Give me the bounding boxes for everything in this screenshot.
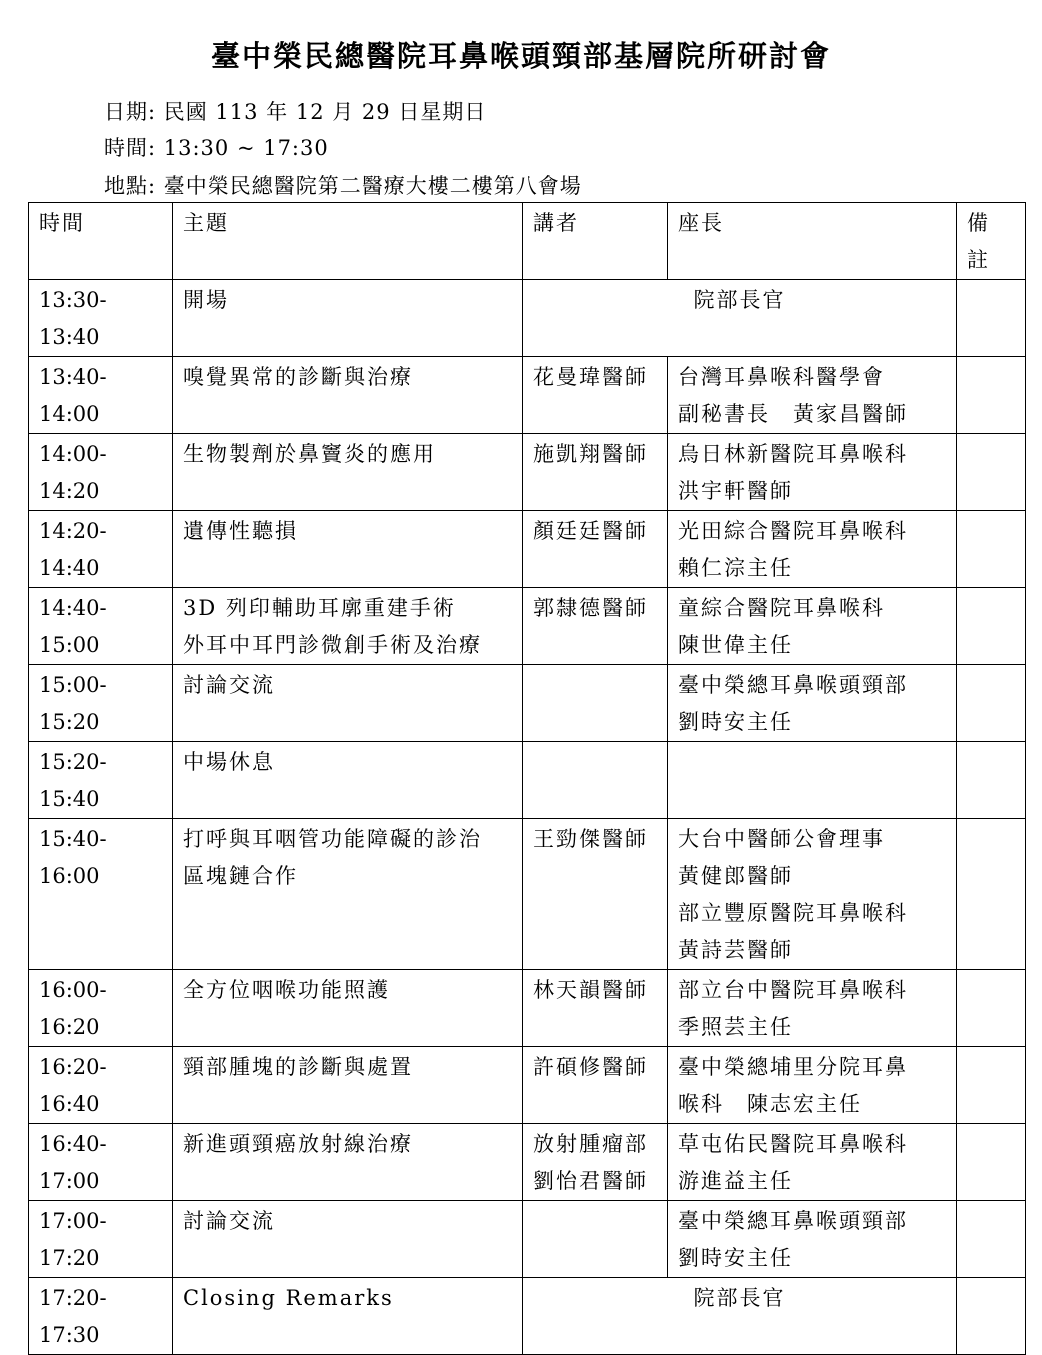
topic-line: 討論交流 [183,673,275,697]
table-header-row [29,203,1026,280]
note-cell [957,742,1026,819]
topic-line: 開場 [183,288,229,312]
header-speaker: 講者 [523,203,668,280]
header-time: 時間 [29,203,173,280]
topic-line: 生物製劑於鼻竇炎的應用 [183,442,436,466]
header-note-line1: 備 [967,211,990,235]
host-cell: 院部長官 [523,1278,957,1355]
chair-cell [668,434,957,511]
table-row [29,1201,1026,1278]
time-cell: 14:40-15:00 [29,588,173,665]
speaker-line: 顏廷廷醫師 [533,519,648,543]
note-cell [957,819,1026,970]
table-row [29,819,1026,970]
time-cell: 16:40-17:00 [29,1124,173,1201]
speaker-cell [523,1201,668,1278]
speaker-cell [523,665,668,742]
chair-cell [668,1047,957,1124]
header-note [957,203,1026,280]
chair-line: 部立豐原醫院耳鼻喉科 [678,901,908,925]
chair-cell [668,1201,957,1278]
chair-line: 烏日林新醫院耳鼻喉科 [678,442,908,466]
note-cell [957,665,1026,742]
topic-cell [173,434,523,511]
table-row [29,1047,1026,1124]
header-topic: 主題 [173,203,523,280]
speaker-line: 劉怡君醫師 [533,1169,648,1193]
topic-line: 3D 列印輔助耳廓重建手術 [183,596,456,620]
topic-cell [173,511,523,588]
speaker-cell [523,588,668,665]
speaker-cell [523,511,668,588]
schedule-body [29,280,1026,1355]
speaker-line: 施凱翔醫師 [533,442,648,466]
chair-cell [668,511,957,588]
topic-cell [173,588,523,665]
header-chair: 座長 [668,203,957,280]
topic-line: 頸部腫塊的診斷與處置 [183,1055,413,1079]
topic-line: 區塊鏈合作 [183,864,298,888]
chair-line: 光田綜合醫院耳鼻喉科 [678,519,908,543]
table-row [29,742,1026,819]
topic-line: 外耳中耳門診微創手術及治療 [183,633,482,657]
chair-line: 臺中榮總耳鼻喉頭頸部 [678,673,908,697]
time-cell: 15:00-15:20 [29,665,173,742]
topic-line: 打呼與耳咽管功能障礙的診治 [183,827,482,851]
speaker-line: 放射腫瘤部 [533,1132,648,1156]
speaker-cell [523,742,668,819]
chair-line: 洪宇軒醫師 [678,479,793,503]
chair-cell [668,588,957,665]
table-row [29,280,1026,357]
time-cell: 13:40-14:00 [29,357,173,434]
speaker-cell [523,1124,668,1201]
table-row [29,970,1026,1047]
chair-cell [668,357,957,434]
time-cell: 17:00-17:20 [29,1201,173,1278]
time-cell: 14:00-14:20 [29,434,173,511]
note-cell [957,511,1026,588]
chair-line: 台灣耳鼻喉科醫學會 [678,365,885,389]
note-cell [957,970,1026,1047]
topic-line: 全方位咽喉功能照護 [183,978,390,1002]
table-row [29,357,1026,434]
speaker-cell [523,357,668,434]
chair-line: 童綜合醫院耳鼻喉科 [678,596,885,620]
chair-cell [668,1124,957,1201]
note-cell [957,1047,1026,1124]
note-cell [957,1278,1026,1355]
topic-line: 中場休息 [183,750,275,774]
topic-cell [173,1278,523,1355]
time-cell: 16:20-16:40 [29,1047,173,1124]
chair-cell [668,819,957,970]
note-cell [957,280,1026,357]
speaker-line: 許碩修醫師 [533,1055,648,1079]
topic-line: 新進頭頸癌放射線治療 [183,1132,413,1156]
time-cell: 13:30-13:40 [29,280,173,357]
note-cell [957,357,1026,434]
topic-cell [173,1201,523,1278]
time-cell: 15:20-15:40 [29,742,173,819]
table-row [29,434,1026,511]
topic-cell [173,819,523,970]
table-row [29,511,1026,588]
table-row [29,665,1026,742]
chair-line: 臺中榮總埔里分院耳鼻 [678,1055,908,1079]
chair-line: 季照芸主任 [678,1015,793,1039]
chair-line: 游進益主任 [678,1169,793,1193]
topic-cell [173,357,523,434]
event-location: 地點: 臺中榮民總醫院第二醫療大樓二樓第八會場 [104,174,582,198]
page-title: 臺中榮民總醫院耳鼻喉頭頸部基層院所研討會 [210,39,831,73]
table-row [29,588,1026,665]
topic-cell [173,280,523,357]
chair-cell [668,665,957,742]
chair-line: 大台中醫師公會理事 [678,827,885,851]
table-row [29,1278,1026,1355]
time-cell: 16:00-16:20 [29,970,173,1047]
speaker-cell [523,970,668,1047]
topic-cell [173,665,523,742]
table-row [29,1124,1026,1201]
note-cell [957,588,1026,665]
header-note-line2: 註 [967,248,990,272]
speaker-line: 王勁傑醫師 [533,827,648,851]
topic-cell [173,970,523,1047]
note-cell [957,1201,1026,1278]
chair-line: 黃詩芸醫師 [678,938,793,962]
time-cell: 15:40-16:00 [29,819,173,970]
topic-cell [173,742,523,819]
event-time: 時間: 13:30 ~ 17:30 [104,136,329,160]
speaker-cell [523,1047,668,1124]
chair-line: 劉時安主任 [678,710,793,734]
chair-line: 臺中榮總耳鼻喉頭頸部 [678,1209,908,1233]
topic-line: 遺傳性聽損 [183,519,298,543]
note-cell [957,434,1026,511]
speaker-cell [523,434,668,511]
chair-line: 劉時安主任 [678,1246,793,1270]
note-cell [957,1124,1026,1201]
speaker-cell [523,819,668,970]
speaker-line: 花曼瑋醫師 [533,365,648,389]
chair-line: 草屯佑民醫院耳鼻喉科 [678,1132,908,1156]
topic-line: 嗅覺異常的診斷與治療 [183,365,413,389]
chair-line: 陳世偉主任 [678,633,793,657]
chair-line: 黃健郎醫師 [678,864,793,888]
chair-cell [668,742,957,819]
chair-line: 喉科 陳志宏主任 [678,1092,862,1116]
speaker-line: 林天韻醫師 [533,978,648,1002]
schedule-table [28,202,1026,1355]
topic-line: 討論交流 [183,1209,275,1233]
time-cell: 14:20-14:40 [29,511,173,588]
chair-line: 賴仁淙主任 [678,556,793,580]
chair-line: 副秘書長 黃家昌醫師 [678,402,908,426]
event-date: 日期: 民國 113 年 12 月 29 日星期日 [104,100,487,124]
topic-cell [173,1047,523,1124]
chair-cell [668,970,957,1047]
host-cell: 院部長官 [523,280,957,357]
topic-cell [173,1124,523,1201]
chair-line: 部立台中醫院耳鼻喉科 [678,978,908,1002]
topic-line: Closing Remarks [183,1286,394,1310]
speaker-line: 郭隸德醫師 [533,596,648,620]
time-cell: 17:20-17:30 [29,1278,173,1355]
